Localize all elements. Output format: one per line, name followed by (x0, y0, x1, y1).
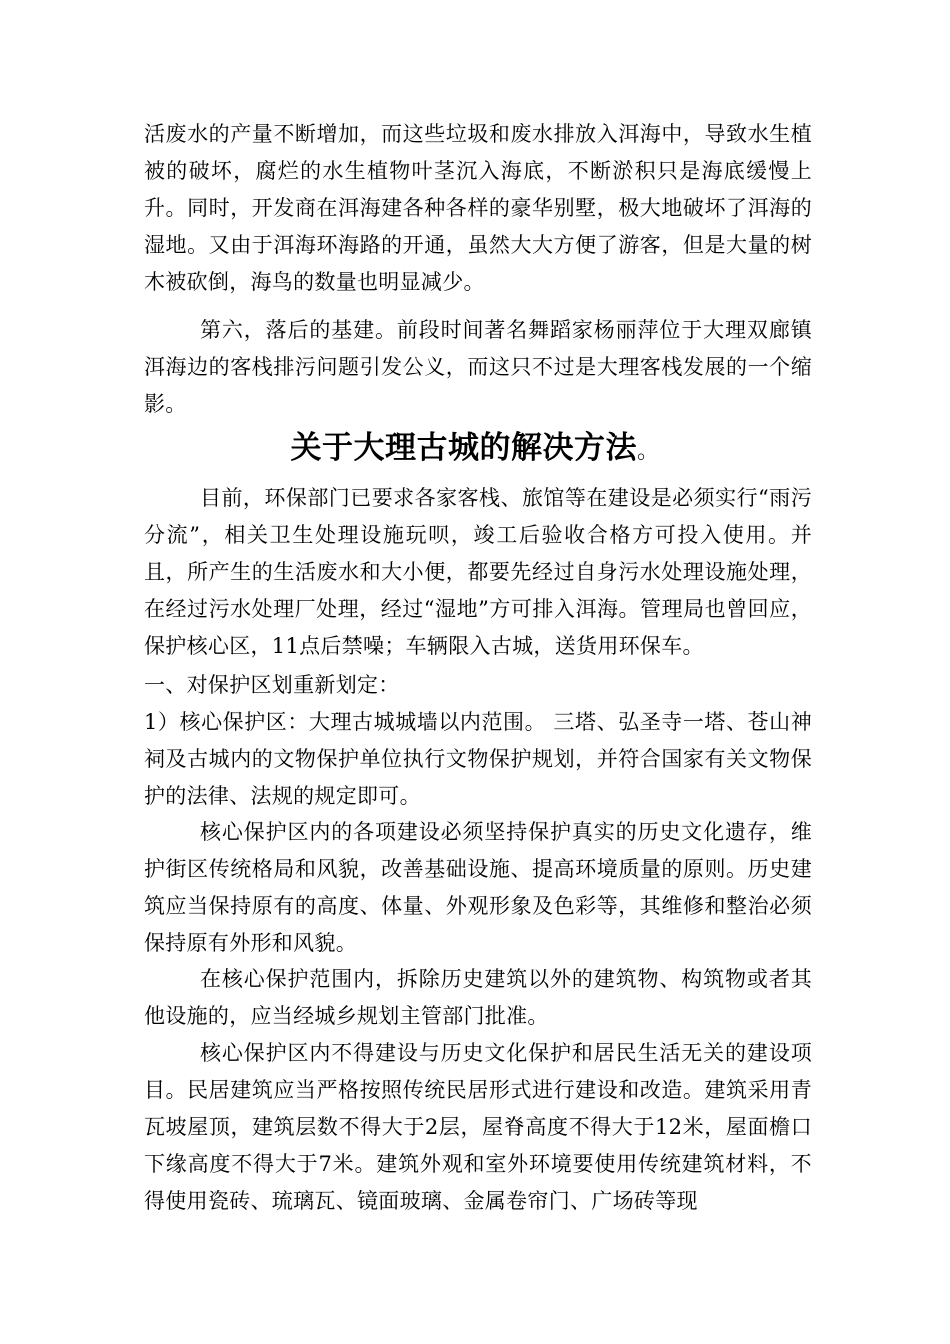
list-heading-zoning: 一、对保护区划重新划定： (144, 673, 400, 697)
paragraph-current-measures: 目前，环保部门已要求各家客栈、旅馆等在建设是必须实行“雨污分流”，相关卫生处理设施玩呗，竣工后验收合格方可投入使用。并且，所产生的生活废水和大小便，都要先经过自身污水处理设施处理，在经过污水处理厂处理，经过“湿地”方可排入洱海。管理局也曾回应，保护核心区，11点后禁噪；车辆限入古城，送货用环保车。 (144, 486, 812, 658)
section-heading-punct: 。 (636, 439, 660, 464)
paragraph-building-restrictions: 核心保护区内不得建设与历史文化保护和居民生活无关的建设项目。民居建筑应当严格按照传统民居形式进行建设和改造。建筑采用青瓦坡屋顶，建筑层数不得大于2层，屋脊高度不得大于12米，屋面檐口下缘高度不得大于7米。建筑外观和室外环境要使用传统建筑材料，不得使用瓷砖、琉璃瓦、镜面玻璃、金属卷帘门、广场砖等现 (144, 1041, 812, 1213)
paragraph-demolition-approval: 在核心保护范围内，拆除历史建筑以外的建筑物、构筑物或者其他设施的，应当经城乡规划主管部门批准。 (144, 967, 812, 1028)
section-heading-text: 关于大理古城的解决方法 (290, 430, 637, 466)
paragraph-infrastructure: 第六，落后的基建。前段时间著名舞蹈家杨丽萍位于大理双廊镇洱海边的客栈排污问题引发公义，而这只不过是大理客栈发展的一个缩影。 (144, 318, 812, 416)
paragraph-core-zone-principles: 核心保护区内的各项建设必须坚持保护真实的历史文化遗存，维护街区传统格局和风貌，改善基础设施、提高环境质量的原则。历史建筑应当保持原有的高度、体量、外观形象及色彩等，其维修和整治必须保持原有外形和风貌。 (144, 820, 812, 955)
paragraph-pollution: 活废水的产量不断增加，而这些垃圾和废水排放入洱海中，导致水生植被的破坏，腐烂的水生植物叶茎沉入海底，不断淤积只是海底缓慢上升。同时，开发商在洱海建各种各样的豪华别墅，极大地破坏了洱海的湿地。又由于洱海环海路的开通，虽然大大方便了游客，但是大量的树木被砍倒，海鸟的数量也明显减少。 (144, 122, 812, 294)
section-heading (0, 420, 950, 480)
list-item-core-zone: 1）核心保护区：大理古城城墙以内范围。 三塔、弘圣寺一塔、苍山神祠及古城内的文物保护单位执行文物保护规划，并符合国家有关文物保护的法律、法规的规定即可。 (144, 710, 812, 808)
